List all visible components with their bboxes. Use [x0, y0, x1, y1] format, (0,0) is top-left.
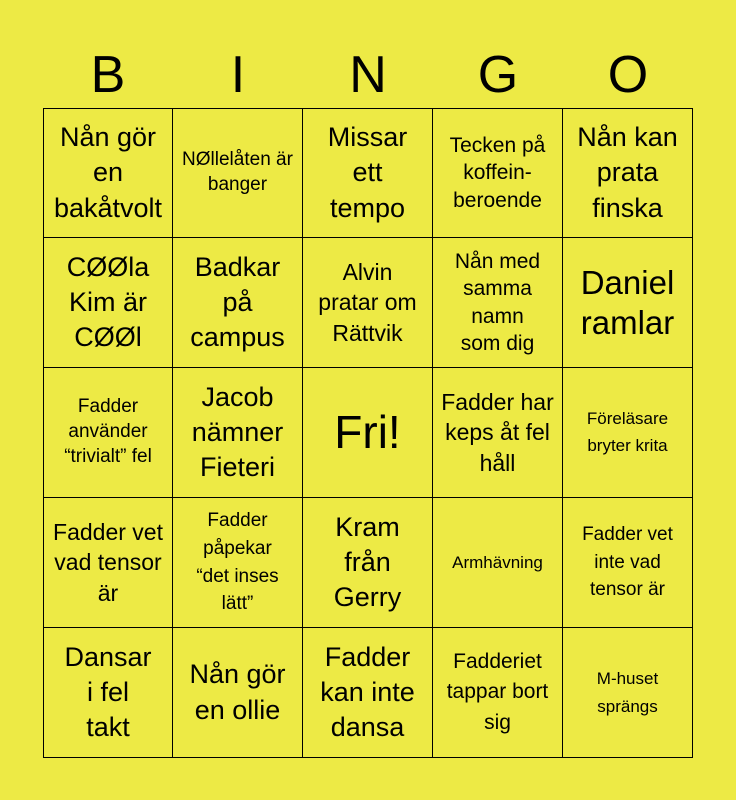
bingo-cell[interactable]: Armhävning [433, 498, 563, 628]
bingo-cell[interactable]: Fadder påpekar “det inses lätt” [173, 498, 303, 628]
bingo-cell[interactable]: Nån gör en ollie [173, 628, 303, 758]
bingo-cell[interactable]: Badkar på campus [173, 238, 303, 368]
header-letter-b: B [90, 46, 126, 104]
header-letter-g: G [477, 46, 519, 104]
bingo-cell[interactable]: NØllelåten är banger [173, 108, 303, 238]
bingo-cell[interactable]: Tecken på koffein-beroende [433, 108, 563, 238]
bingo-cell[interactable]: M-huset sprängs [563, 628, 693, 758]
bingo-cell[interactable]: Fadder kan inte dansa [303, 628, 433, 758]
bingo-cell[interactable]: Föreläsare bryter krita [563, 368, 693, 498]
bingo-cell[interactable]: Jacob nämner Fieteri [173, 368, 303, 498]
bingo-cell[interactable]: Alvin pratar om Rättvik [303, 238, 433, 368]
bingo-cell[interactable]: Fadderiet tappar bort sig [433, 628, 563, 758]
header-letter-i: I [230, 46, 246, 104]
bingo-cell[interactable]: Daniel ramlar [563, 238, 693, 368]
free-space-cell[interactable]: Fri! [303, 368, 433, 498]
header-letter-n: N [349, 46, 387, 104]
bingo-cell[interactable]: Nån kan prata finska [563, 108, 693, 238]
bingo-cell[interactable]: Nån med samma namn som dig [433, 238, 563, 368]
bingo-cell[interactable]: Fadder vet inte vad tensor är [563, 498, 693, 628]
bingo-cell[interactable]: Missar ett tempo [303, 108, 433, 238]
bingo-cell[interactable]: CØØla Kim är CØØl [43, 238, 173, 368]
bingo-cell[interactable]: Fadder använder “trivialt” fel [43, 368, 173, 498]
header-letter-o: O [607, 46, 649, 104]
bingo-grid [43, 108, 693, 758]
bingo-cell[interactable]: Dansar i fel takt [43, 628, 173, 758]
bingo-cell[interactable]: Fadder vet vad tensor är [43, 498, 173, 628]
bingo-cell[interactable]: Kram från Gerry [303, 498, 433, 628]
bingo-cell[interactable]: Fadder har keps åt fel håll [433, 368, 563, 498]
bingo-header [43, 44, 693, 106]
bingo-cell[interactable]: Nån gör en bakåtvolt [43, 108, 173, 238]
